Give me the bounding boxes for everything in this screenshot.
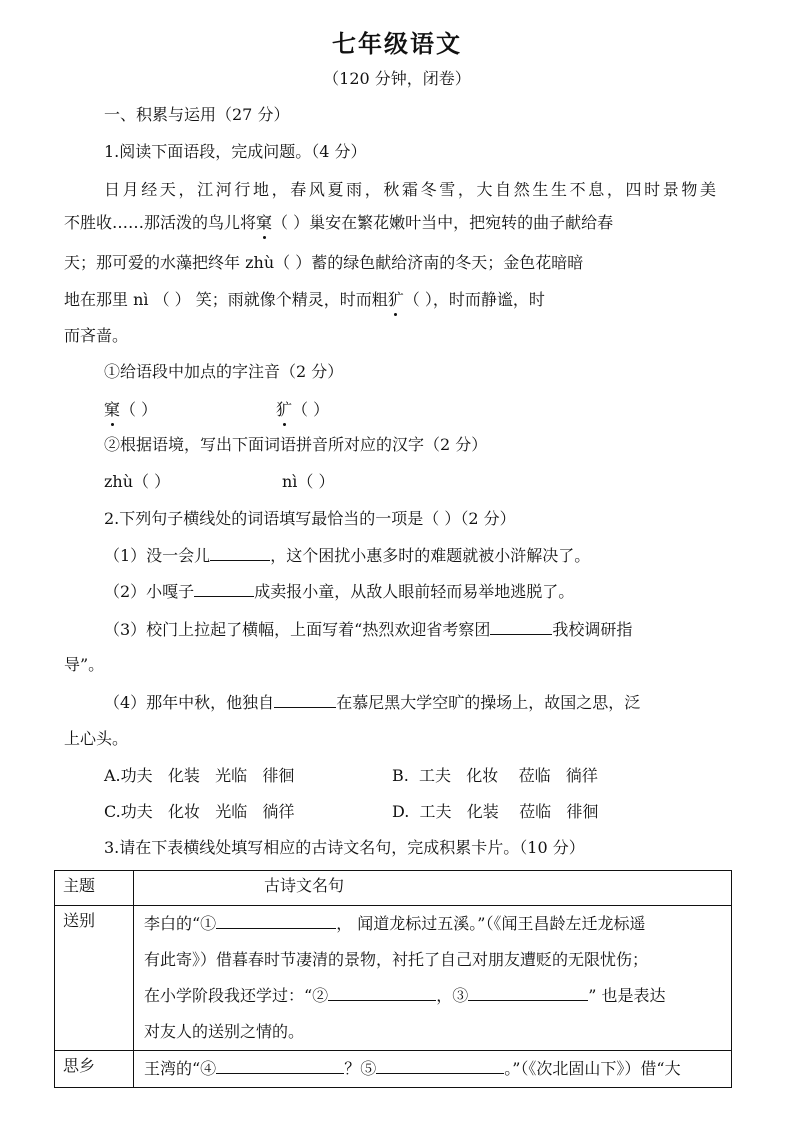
q1-sub2-answer-b[interactable]: nì（ ）	[282, 472, 335, 491]
answer-blank[interactable]: （ ）	[292, 400, 330, 419]
q1-heading: 1.阅读下面语段，完成问题。（4 分）	[104, 142, 367, 161]
cell-text: 。”（《次北固山下》）借“大	[504, 1059, 681, 1078]
sentence-text: （4）那年中秋，他独自	[104, 693, 275, 712]
q2-heading: 2.下列句子横线处的词语填写最恰当的一项是（ ）（2 分）	[104, 509, 516, 528]
header-theme: 主题	[55, 871, 134, 906]
fill-blank[interactable]	[194, 580, 254, 597]
sentence-text: ，这个困扰小惠多时的难题就被小浒解决了。	[270, 546, 591, 565]
table-row	[55, 906, 732, 1051]
passage-text: 地在那里 nì （ ） 笑；雨就像个精灵，时而粗	[64, 290, 388, 309]
q2-option-a[interactable]: A.功夫 化装 光临 徘徊	[104, 766, 295, 785]
q1-passage-line1: 日月经天，江河行地，春风夏雨，秋霜冬雪，大自然生生不息，四时景物美	[104, 180, 716, 199]
header-poetry: 古诗文名句	[134, 871, 732, 906]
q1-passage-line3: 天；那可爱的水藻把终年 zhù（ ）蓄的绿色献给济南的冬天；金色花暗暗	[64, 253, 584, 272]
sentence-text: （3）校门上拉起了横幅，上面写着“热烈欢迎省考察团	[104, 620, 491, 639]
row-theme-homesick: 思乡	[55, 1051, 134, 1088]
passage-text: 不胜收……那活泼的鸟儿将	[64, 213, 257, 232]
sentence-text: 在慕尼黑大学空旷的操场上，故国之思，泛	[336, 693, 641, 712]
cell-line: 对友人的送别之情的。	[144, 1022, 305, 1041]
sentence-text: （2）小嘎子	[104, 582, 195, 601]
cell-text: 在小学阶段我还学过：“②	[144, 986, 329, 1005]
cell-text: 王湾的“④	[144, 1059, 217, 1078]
cell-line	[134, 1051, 731, 1087]
passage-text: （ ），时而静谧，时	[403, 290, 545, 309]
q2-option-d[interactable]: D. 工夫 化装 莅临 徘徊	[392, 802, 599, 821]
q1-sub1-answer-a	[104, 397, 157, 420]
q2-sentence-1	[104, 543, 590, 566]
cell-text: 李白的“①	[144, 914, 217, 933]
row-content-farewell	[134, 906, 732, 1051]
poetry-card-table	[54, 870, 732, 1088]
q1-sub2: ②根据语境，写出下面词语拼音所对应的汉字（2 分）	[104, 435, 488, 454]
sentence-text: （1）没一会儿	[104, 546, 211, 565]
fill-blank-4[interactable]	[216, 1057, 344, 1074]
fill-blank-2[interactable]	[328, 984, 436, 1001]
fill-blank[interactable]	[210, 544, 270, 561]
dotted-char: 窠	[256, 213, 273, 232]
q1-sub1: ①给语段中加点的字注音（2 分）	[104, 362, 344, 381]
answer-blank[interactable]: （ ）	[120, 400, 158, 419]
q1-passage-line5: 而吝啬。	[64, 326, 129, 345]
q2-sentence-4	[104, 690, 640, 713]
dotted-char: 窠	[104, 400, 121, 419]
dotted-char: 犷	[276, 400, 293, 419]
cell-text: ？⑤	[344, 1059, 377, 1078]
fill-blank[interactable]	[490, 618, 552, 635]
q1-sub1-answer-b	[276, 397, 329, 420]
q2-option-b[interactable]: B. 工夫 化妆 莅临 徜徉	[392, 766, 598, 785]
passage-text: （ ）巢安在繁花嫩叶当中，把宛转的曲子献给春	[272, 213, 614, 232]
q1-passage-line4	[64, 287, 545, 310]
exam-subtitle: （120 分钟，闭卷）	[323, 69, 471, 88]
row-content-homesick	[134, 1051, 732, 1088]
table-row	[55, 1051, 732, 1088]
cell-text: ，③	[436, 986, 469, 1005]
q2-sentence-4-cont: 上心头。	[64, 729, 129, 748]
cell-text: ， 闻道龙标过五溪。”（《闻王昌龄左迁龙标遥	[336, 914, 646, 933]
page-title: 七年级语文	[332, 29, 462, 58]
sentence-text: 成卖报小童，从敌人眼前轻而易举地逃脱了。	[254, 582, 575, 601]
q2-sentence-3-cont: 导”。	[64, 655, 105, 674]
row-theme-farewell: 送别	[55, 906, 134, 1051]
section-heading: 一、积累与运用（27 分）	[104, 105, 290, 124]
fill-blank-3[interactable]	[468, 984, 588, 1001]
table-header-row	[55, 871, 732, 906]
sentence-text: 我校调研指	[552, 620, 633, 639]
cell-line	[134, 906, 731, 942]
cell-line	[134, 978, 731, 1014]
dotted-char: 犷	[387, 290, 404, 309]
q1-passage-line2	[64, 210, 613, 233]
cell-line: 有此寄》）借暮春时节凄清的景物，衬托了自己对朋友遭贬的无限忧伤；	[144, 950, 649, 969]
q2-option-c[interactable]: C.功夫 化妆 光临 徜徉	[104, 802, 295, 821]
fill-blank[interactable]	[274, 691, 336, 708]
fill-blank-5[interactable]	[376, 1057, 504, 1074]
q3-heading: 3.请在下表横线处填写相应的古诗文名句，完成积累卡片。（10 分）	[104, 838, 585, 857]
fill-blank-1[interactable]	[216, 912, 336, 929]
q2-sentence-2	[104, 579, 574, 602]
cell-text: ” 也是表达	[588, 986, 666, 1005]
q1-sub2-answer-a[interactable]: zhù（ ）	[104, 472, 171, 491]
q2-sentence-3	[104, 617, 632, 640]
